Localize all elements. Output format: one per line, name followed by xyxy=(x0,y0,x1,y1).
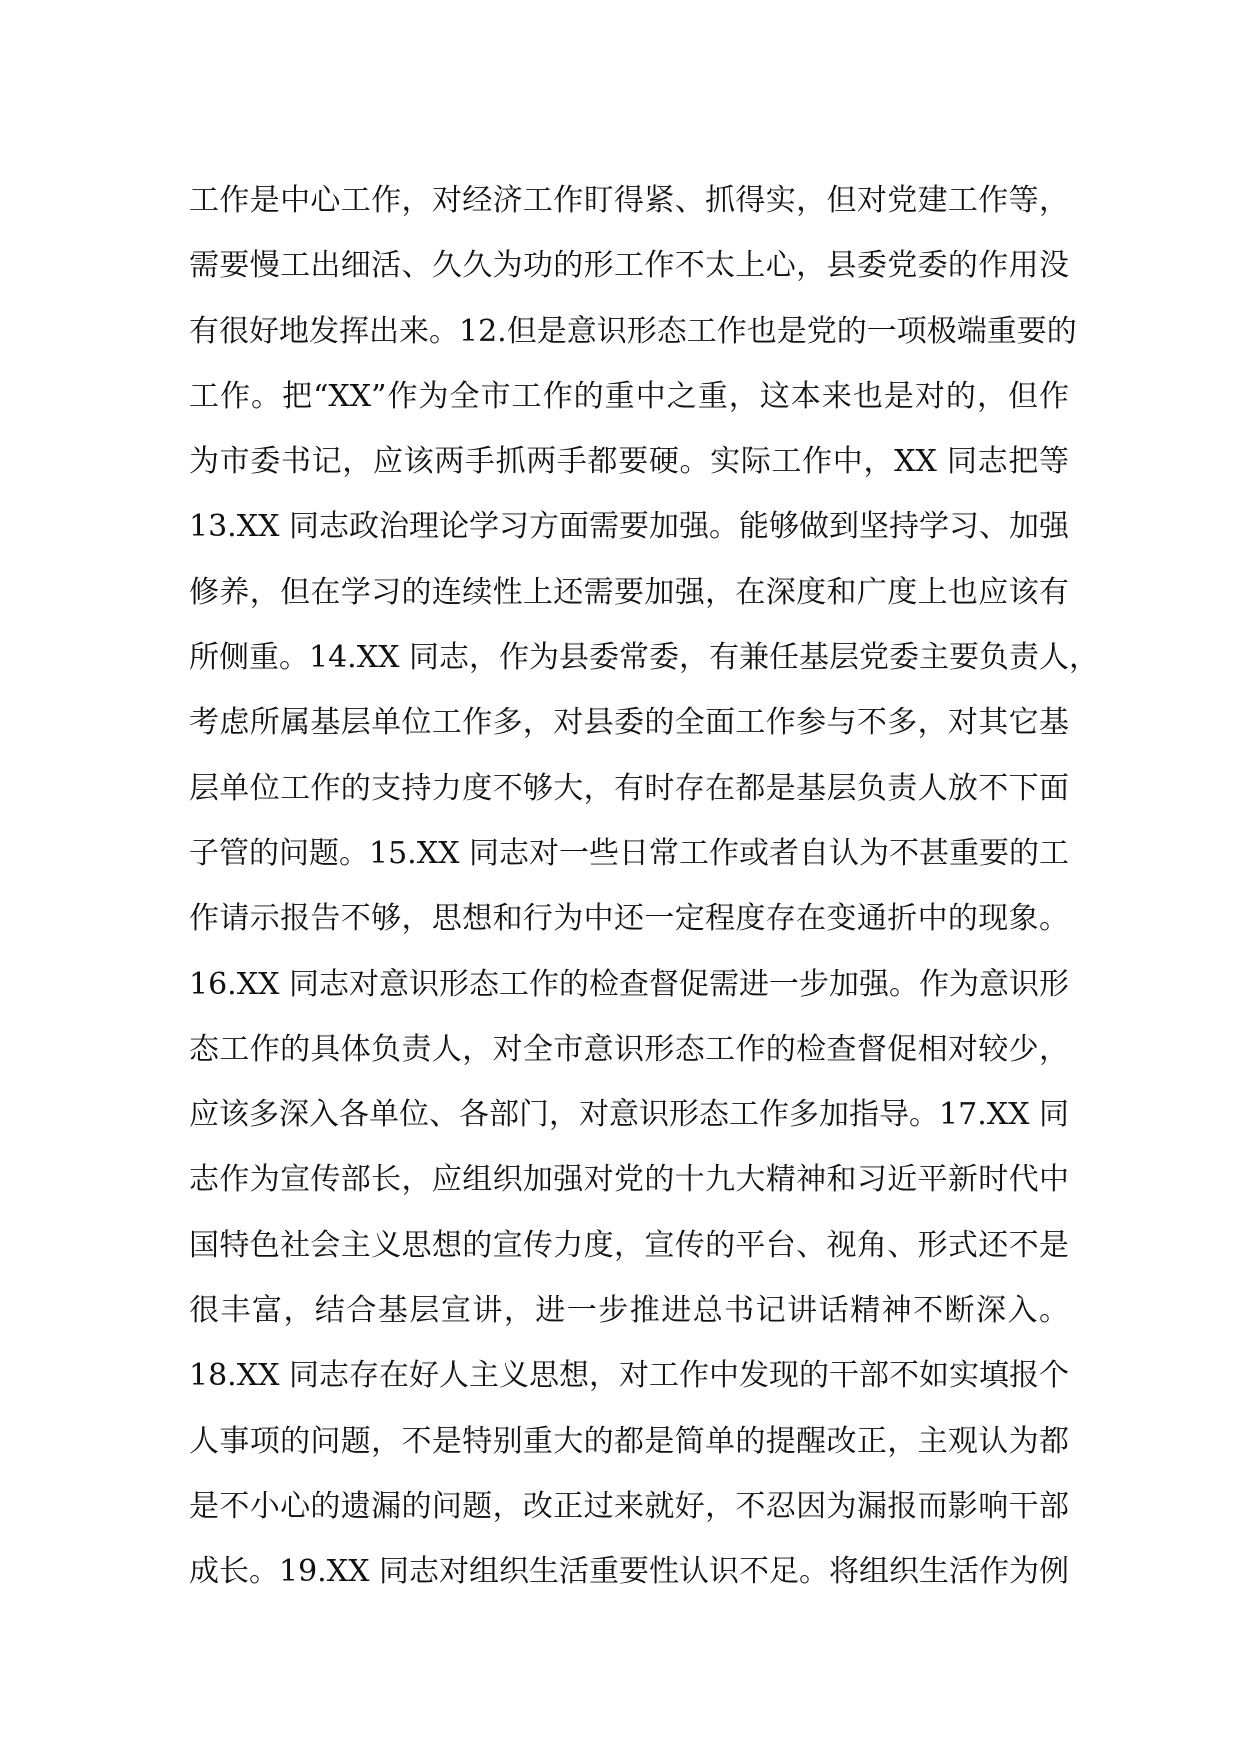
text-line: 志作为宣传部长，应组织加强对党的十九大精神和习近平新时代中 xyxy=(189,1162,1069,1198)
text-line: 工作。把“XX”作为全市工作的重中之重，这本来也是对的，但作 xyxy=(189,378,1069,414)
text-line: 作请示报告不够，思想和行为中还一定程度存在变通折中的现象。 xyxy=(189,901,1069,937)
text-line: 很丰富，结合基层宣讲，进一步推进总书记讲话精神不断深入。 xyxy=(189,1293,1069,1329)
text-line: 成长。19.XX 同志对组织生活重要性认识不足。将组织生活作为例 xyxy=(189,1554,1069,1590)
text-line: 子管的问题。15.XX 同志对一些日常工作或者自认为不甚重要的工 xyxy=(189,835,1069,871)
text-line: 工作是中心工作，对经济工作盯得紧、抓得实，但对党建工作等， xyxy=(189,183,1069,218)
text-line: 修养，但在学习的连续性上还需要加强，在深度和广度上也应该有 xyxy=(189,574,1069,610)
text-line: 国特色社会主义思想的宣传力度，宣传的平台、视角、形式还不是 xyxy=(189,1227,1069,1263)
text-line: 是不小心的遗漏的问题，改正过来就好，不忍因为漏报而影响干部 xyxy=(189,1488,1069,1524)
text-line: 应该多深入各单位、各部门，对意识形态工作多加指导。17.XX 同 xyxy=(189,1097,1069,1133)
body-text xyxy=(189,168,1099,1605)
text-line: 层单位工作的支持力度不够大，有时存在都是基层负责人放不下面 xyxy=(189,770,1069,806)
text-line: 有很好地发挥出来。12.但是意识形态工作也是党的一项极端重要的 xyxy=(189,313,1077,349)
text-line: 需要慢工出细活、久久为功的形工作不太上心，县委党委的作用没 xyxy=(189,248,1069,284)
text-line: 18.XX 同志存在好人主义思想，对工作中发现的干部不如实填报个 xyxy=(189,1358,1069,1394)
text-line: 16.XX 同志对意识形态工作的检查督促需进一步加强。作为意识形 xyxy=(189,966,1069,1002)
text-line: 人事项的问题，不是特别重大的都是简单的提醒改正，主观认为都 xyxy=(189,1423,1069,1459)
text-line: 为市委书记，应该两手抓两手都要硬。实际工作中，XX 同志把等 xyxy=(189,444,1069,480)
text-line: 13.XX 同志政治理论学习方面需要加强。能够做到坚持学习、加强 xyxy=(189,509,1069,545)
text-line: 考虑所属基层单位工作多，对县委的全面工作参与不多，对其它基 xyxy=(189,705,1069,741)
text-line: 态工作的具体负责人，对全市意识形态工作的检查督促相对较少， xyxy=(189,1031,1069,1067)
text-line: 所侧重。14.XX 同志，作为县委常委，有兼任基层党委主要负责人， xyxy=(189,640,1099,676)
